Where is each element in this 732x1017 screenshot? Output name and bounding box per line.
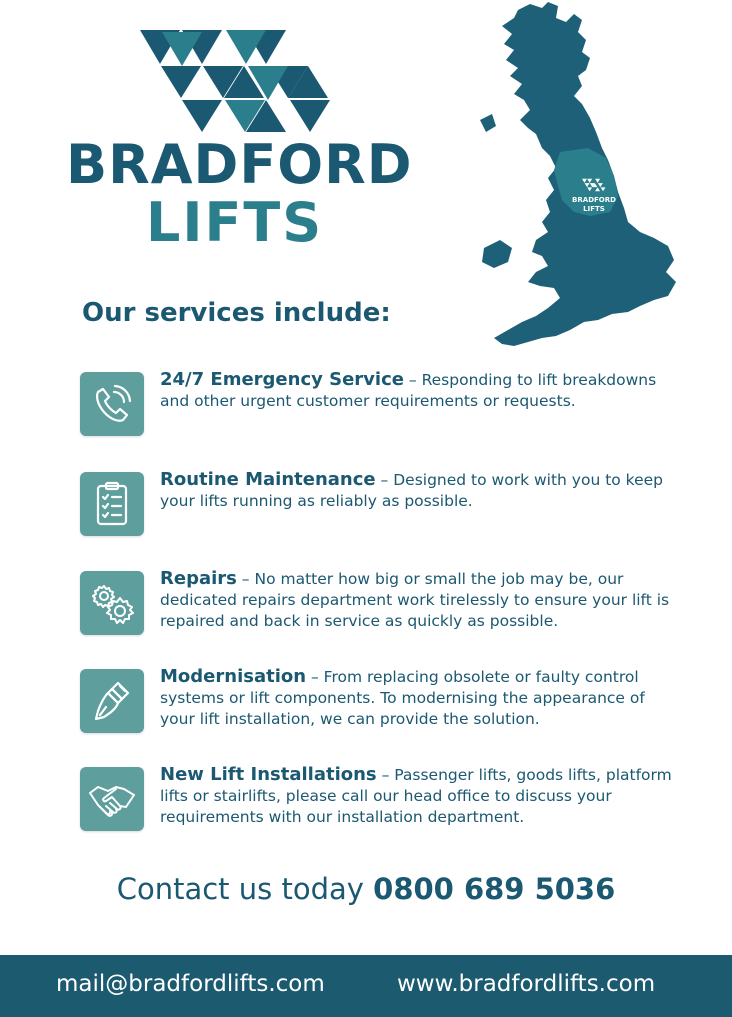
- service-title: Routine Maintenance: [160, 469, 376, 490]
- service-icon-tile: [80, 767, 144, 831]
- paintbrush-icon: [88, 677, 136, 725]
- service-item-emergency: [80, 369, 680, 442]
- clipboard-checklist-icon: [88, 480, 136, 528]
- service-title: 24/7 Emergency Service: [160, 369, 404, 390]
- service-description: – No matter how big or small the job may be, our dedicated repairs department work tirelessly to ensure your lift is repaired and back in service as quickly as possible.: [160, 570, 670, 630]
- logo-triangles-icon: [140, 30, 334, 132]
- service-title: New Lift Installations: [160, 764, 377, 785]
- service-text: [160, 666, 672, 730]
- service-text: [160, 369, 672, 412]
- service-icon-tile: [80, 571, 144, 635]
- phone-number[interactable]: 0800 689 5036: [373, 872, 616, 906]
- service-item-installations: [80, 764, 680, 837]
- brand-name-line1: BRADFORD: [66, 133, 413, 196]
- service-item-maintenance: [80, 469, 680, 542]
- service-description: – From replacing obsolete or faulty control systems or lift components. To modernising the appearance of your lift installation, we can provide the solution.: [160, 668, 645, 728]
- phone-icon: [88, 380, 136, 428]
- map-badge-line1: BRADFORD: [572, 196, 616, 204]
- gears-icon: [88, 579, 136, 627]
- handshake-icon: [88, 775, 136, 823]
- services-heading: Our services include:: [82, 298, 391, 328]
- contact-prefix: Contact us today: [116, 872, 374, 906]
- footer-bar: [0, 955, 732, 1017]
- service-text: [160, 568, 672, 632]
- footer-website-link[interactable]: www.bradfordlifts.com: [397, 971, 656, 997]
- service-icon-tile: [80, 472, 144, 536]
- service-item-repairs: [80, 568, 680, 641]
- uk-map-image: [478, 0, 688, 350]
- service-text: [160, 469, 672, 512]
- service-item-modernisation: [80, 666, 680, 739]
- map-badge-line2: LIFTS: [583, 205, 605, 213]
- contact-line: [0, 872, 732, 906]
- service-icon-tile: [80, 372, 144, 436]
- service-description: – Passenger lifts, goods lifts, platform lifts or stairlifts, please call our head office to discuss your requirements with our installation department.: [160, 766, 672, 826]
- service-text: [160, 764, 672, 828]
- service-title: Modernisation: [160, 666, 307, 687]
- service-description: – Responding to lift breakdowns and other urgent customer requirements or requests.: [160, 371, 657, 410]
- brand-name-line2: LIFTS: [146, 191, 324, 254]
- service-icon-tile: [80, 669, 144, 733]
- service-description: – Designed to work with you to keep your lifts running as reliably as possible.: [160, 471, 664, 510]
- footer-email-link[interactable]: mail@bradfordlifts.com: [56, 971, 325, 997]
- service-title: Repairs: [160, 568, 237, 589]
